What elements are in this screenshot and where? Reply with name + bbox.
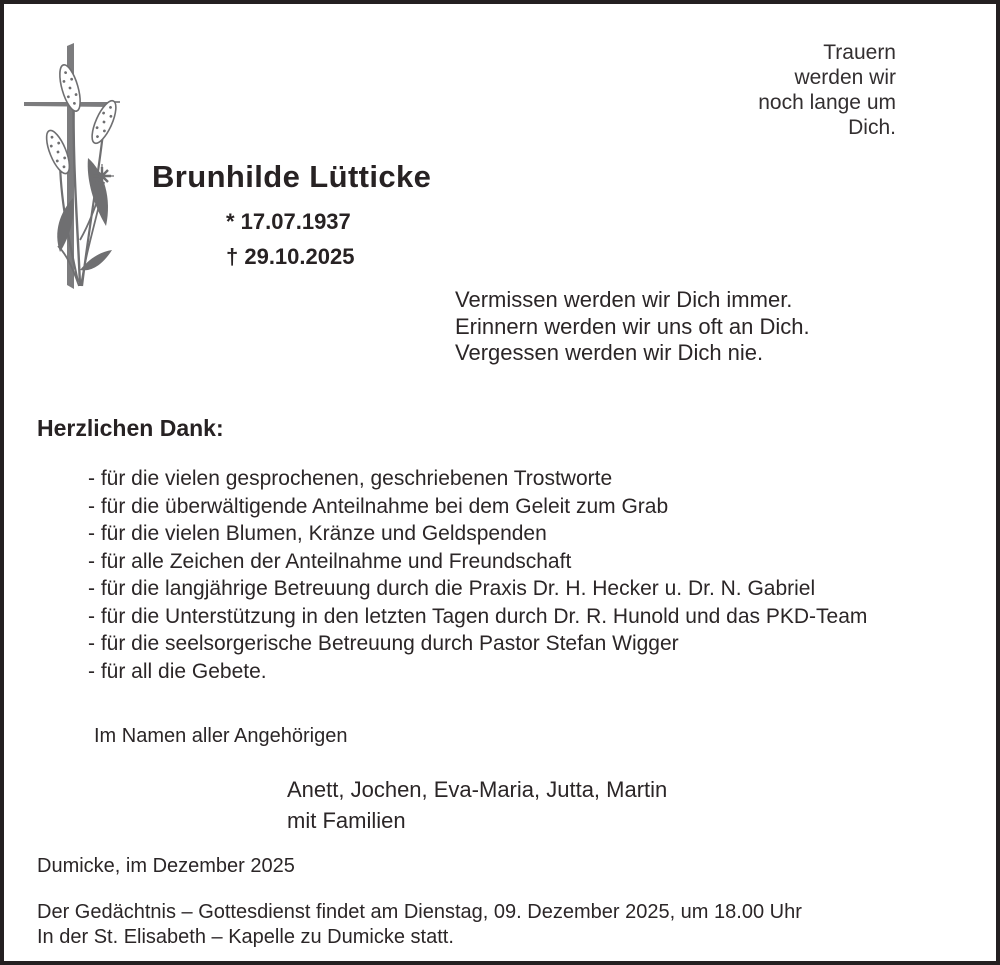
thanks-heading: Herzlichen Dank: [37,415,224,441]
service-line: Der Gedächtnis – Gottesdienst findet am Dienstag, 09. Dezember 2025, um 18.00 Uhr [37,901,802,923]
verse-line: Vermissen werden wir Dich immer. [455,287,793,312]
service-info [37,900,802,950]
place-date-line: Dumicke, im Dezember 2025 [37,855,295,877]
death-date: † 29.10.2025 [226,244,355,269]
thanks-item: - für die Unterstützung in den letzten Tagen durch Dr. R. Hunold und das PKD-Team [88,604,868,628]
thanks-item: - für all die Gebete. [88,659,267,683]
thanks-item: - für die vielen gesprochenen, geschriebenen Trostworte [88,467,613,490]
deceased-name: Brunhilde Lütticke [152,159,432,194]
thanks-item: - für die überwältigende Anteilnahme bei dem Geleit zum Grab [88,494,669,518]
thanks-item: - für die langjährige Betreuung durch die Praxis Dr. H. Hecker u. Dr. N. Gabriel [88,577,816,600]
verse-line: Vergessen werden wir Dich nie. [455,340,764,365]
thanks-item: - für die seelsorgerische Betreuung durch Pastor Stefan Wigger [88,632,679,655]
thanks-item: - für alle Zeichen der Anteilnahme und Freundschaft [88,549,572,573]
family-line: mit Familien [287,808,406,833]
birth-date: * 17.07.1937 [226,209,351,234]
family-line: Anett, Jochen, Eva-Maria, Jutta, Martin [287,777,668,802]
life-dates [226,204,354,274]
memorial-verse [455,287,810,367]
cross-wheat-flower-icon [20,40,144,292]
family-names [287,774,667,836]
epigraph-line: werden wir [794,66,896,89]
epigraph-line: noch lange um [758,91,896,114]
service-line: In der St. Elisabeth – Kapelle zu Dumicke statt. [37,926,454,948]
thanks-list [88,465,867,685]
epigraph [758,40,896,140]
epigraph-line: Dich. [848,116,896,139]
in-name-of-line: Im Namen aller Angehörigen [94,725,348,747]
thanks-item: - für die vielen Blumen, Kränze und Geldspenden [88,522,547,545]
epigraph-line: Trauern [823,41,896,64]
verse-line: Erinnern werden wir uns oft an Dich. [455,313,810,339]
